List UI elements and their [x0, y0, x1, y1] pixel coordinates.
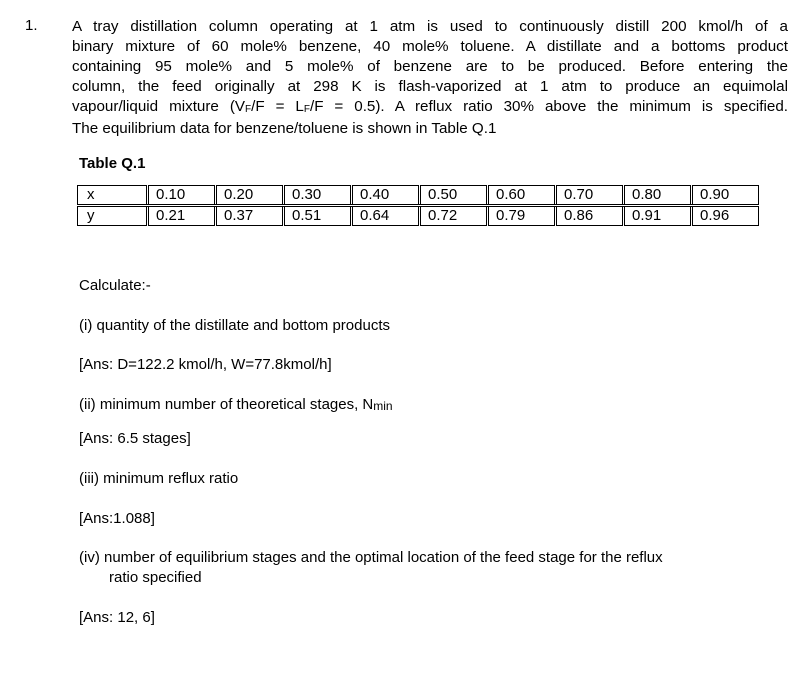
subscript-f: F	[245, 104, 252, 115]
table-row-x	[78, 186, 759, 206]
part-iv-line: (iv) number of equilibrium stages and the optimal location of the feed stage for the reflux	[79, 549, 663, 566]
row-label-x: x	[78, 186, 148, 206]
table-cell: 0.91	[624, 206, 692, 226]
text-fragment: vapour/liquid mixture (V	[72, 98, 246, 115]
table-cell: 0.30	[284, 186, 352, 206]
part-i-answer: [Ans: D=122.2 kmol/h, W=77.8kmol/h]	[79, 356, 332, 373]
part-iv-question	[79, 548, 769, 588]
part-iv-answer: [Ans: 12, 6]	[79, 609, 155, 626]
row-label-y: y	[78, 206, 148, 226]
table-cell: 0.80	[624, 186, 692, 206]
table-cell: 0.86	[556, 206, 624, 226]
subscript-min: min	[373, 399, 393, 413]
part-ii-answer: [Ans: 6.5 stages]	[79, 430, 191, 447]
table-cell: 0.96	[692, 206, 759, 226]
table-cell: 0.51	[284, 206, 352, 226]
paragraph-line: containing 95 mole% and 5 mole% of benzene are to be produced. Before entering the	[72, 58, 788, 75]
equilibrium-table	[77, 185, 759, 226]
table-row-y	[78, 206, 759, 226]
paragraph-line: column, the feed originally at 298 K is flash-vaporized at 1 atm to produce an equimolal	[72, 78, 788, 95]
paragraph-line: binary mixture of 60 mole% benzene, 40 mole% toluene. A distillate and a bottoms product	[72, 38, 788, 55]
paragraph-line: The equilibrium data for benzene/toluene is shown in Table Q.1	[72, 120, 497, 137]
part-iii-answer: [Ans:1.088]	[79, 510, 155, 527]
part-iii-question: (iii) minimum reflux ratio	[79, 470, 239, 487]
subscript-f: F	[303, 104, 310, 115]
question-paragraph	[72, 17, 788, 139]
paragraph-line: A tray distillation column operating at 1 atm is used to continuously distill 200 kmol/h of a	[72, 18, 788, 35]
table-cell: 0.10	[148, 186, 216, 206]
table-cell: 0.79	[488, 206, 556, 226]
table-cell: 0.50	[420, 186, 488, 206]
table-cell: 0.64	[352, 206, 420, 226]
table-cell: 0.72	[420, 206, 488, 226]
table-cell: 0.60	[488, 186, 556, 206]
part-i-question: (i) quantity of the distillate and bottom products	[79, 317, 391, 334]
table-cell: 0.37	[216, 206, 284, 226]
table-cell: 0.90	[692, 186, 759, 206]
table-cell: 0.40	[352, 186, 420, 206]
table-cell: 0.70	[556, 186, 624, 206]
text-fragment: /F = L	[251, 98, 304, 115]
table-cell: 0.21	[148, 206, 216, 226]
calculate-heading: Calculate:-	[79, 277, 151, 294]
text-fragment: (ii) minimum number of theoretical stages, N	[79, 396, 374, 413]
part-ii-question	[79, 395, 393, 415]
text-fragment: /F = 0.5). A reflux ratio 30% above the minimum is specified.	[309, 98, 788, 115]
table-cell: 0.20	[216, 186, 284, 206]
paragraph-line	[72, 97, 788, 119]
question-number: 1.	[25, 17, 38, 34]
table-title: Table Q.1	[79, 155, 146, 172]
part-iv-line: ratio specified	[109, 569, 202, 586]
